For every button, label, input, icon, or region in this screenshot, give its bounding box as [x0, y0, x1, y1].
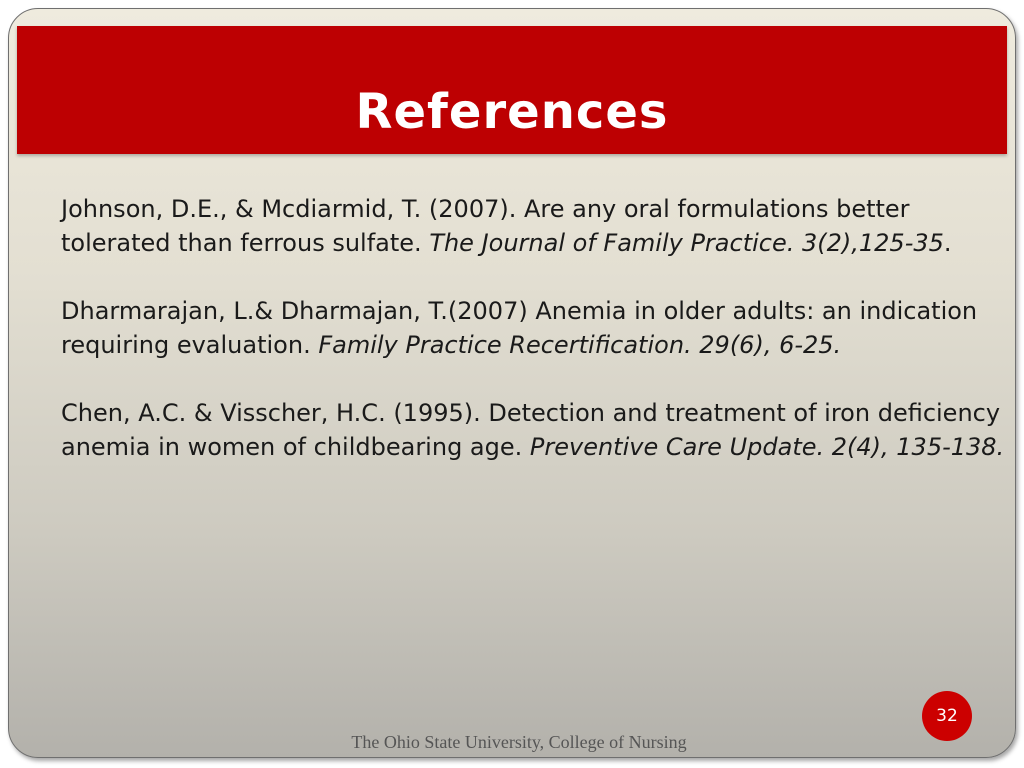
- reference-item: [61, 192, 1016, 260]
- reference-item: [61, 396, 1016, 464]
- reference-list: [61, 192, 1016, 498]
- reference-text: Chen, A.C. & Visscher, H.C. (1995). Detection and treatment of iron deficiency anemia in women of childbearing age.: [61, 399, 1001, 461]
- reference-text: Dharmarajan, L.& Dharmajan, T.(2007) Anemia in older adults: an indication requiring evaluation.: [61, 297, 978, 359]
- slide: [8, 8, 1016, 758]
- reference-source: The Journal of Family Practice. 3(2),125-35: [429, 229, 944, 257]
- reference-source: Preventive Care Update. 2(4), 135-138.: [529, 433, 1005, 461]
- slide-footer: The Ohio State University, College of Nursing: [351, 732, 687, 752]
- reference-item: [61, 294, 1016, 362]
- slide-title: References: [355, 84, 669, 140]
- reference-source: Family Practice Recertification. 29(6), 6-25.: [318, 331, 842, 359]
- reference-text: Johnson, D.E., & Mcdiarmid, T. (2007). Are any oral formulations better tolerated than ferrous sulfate.: [61, 195, 910, 257]
- title-bar: [17, 26, 1007, 154]
- reference-trailing: .: [943, 229, 952, 257]
- page-number-badge: 32: [922, 691, 972, 741]
